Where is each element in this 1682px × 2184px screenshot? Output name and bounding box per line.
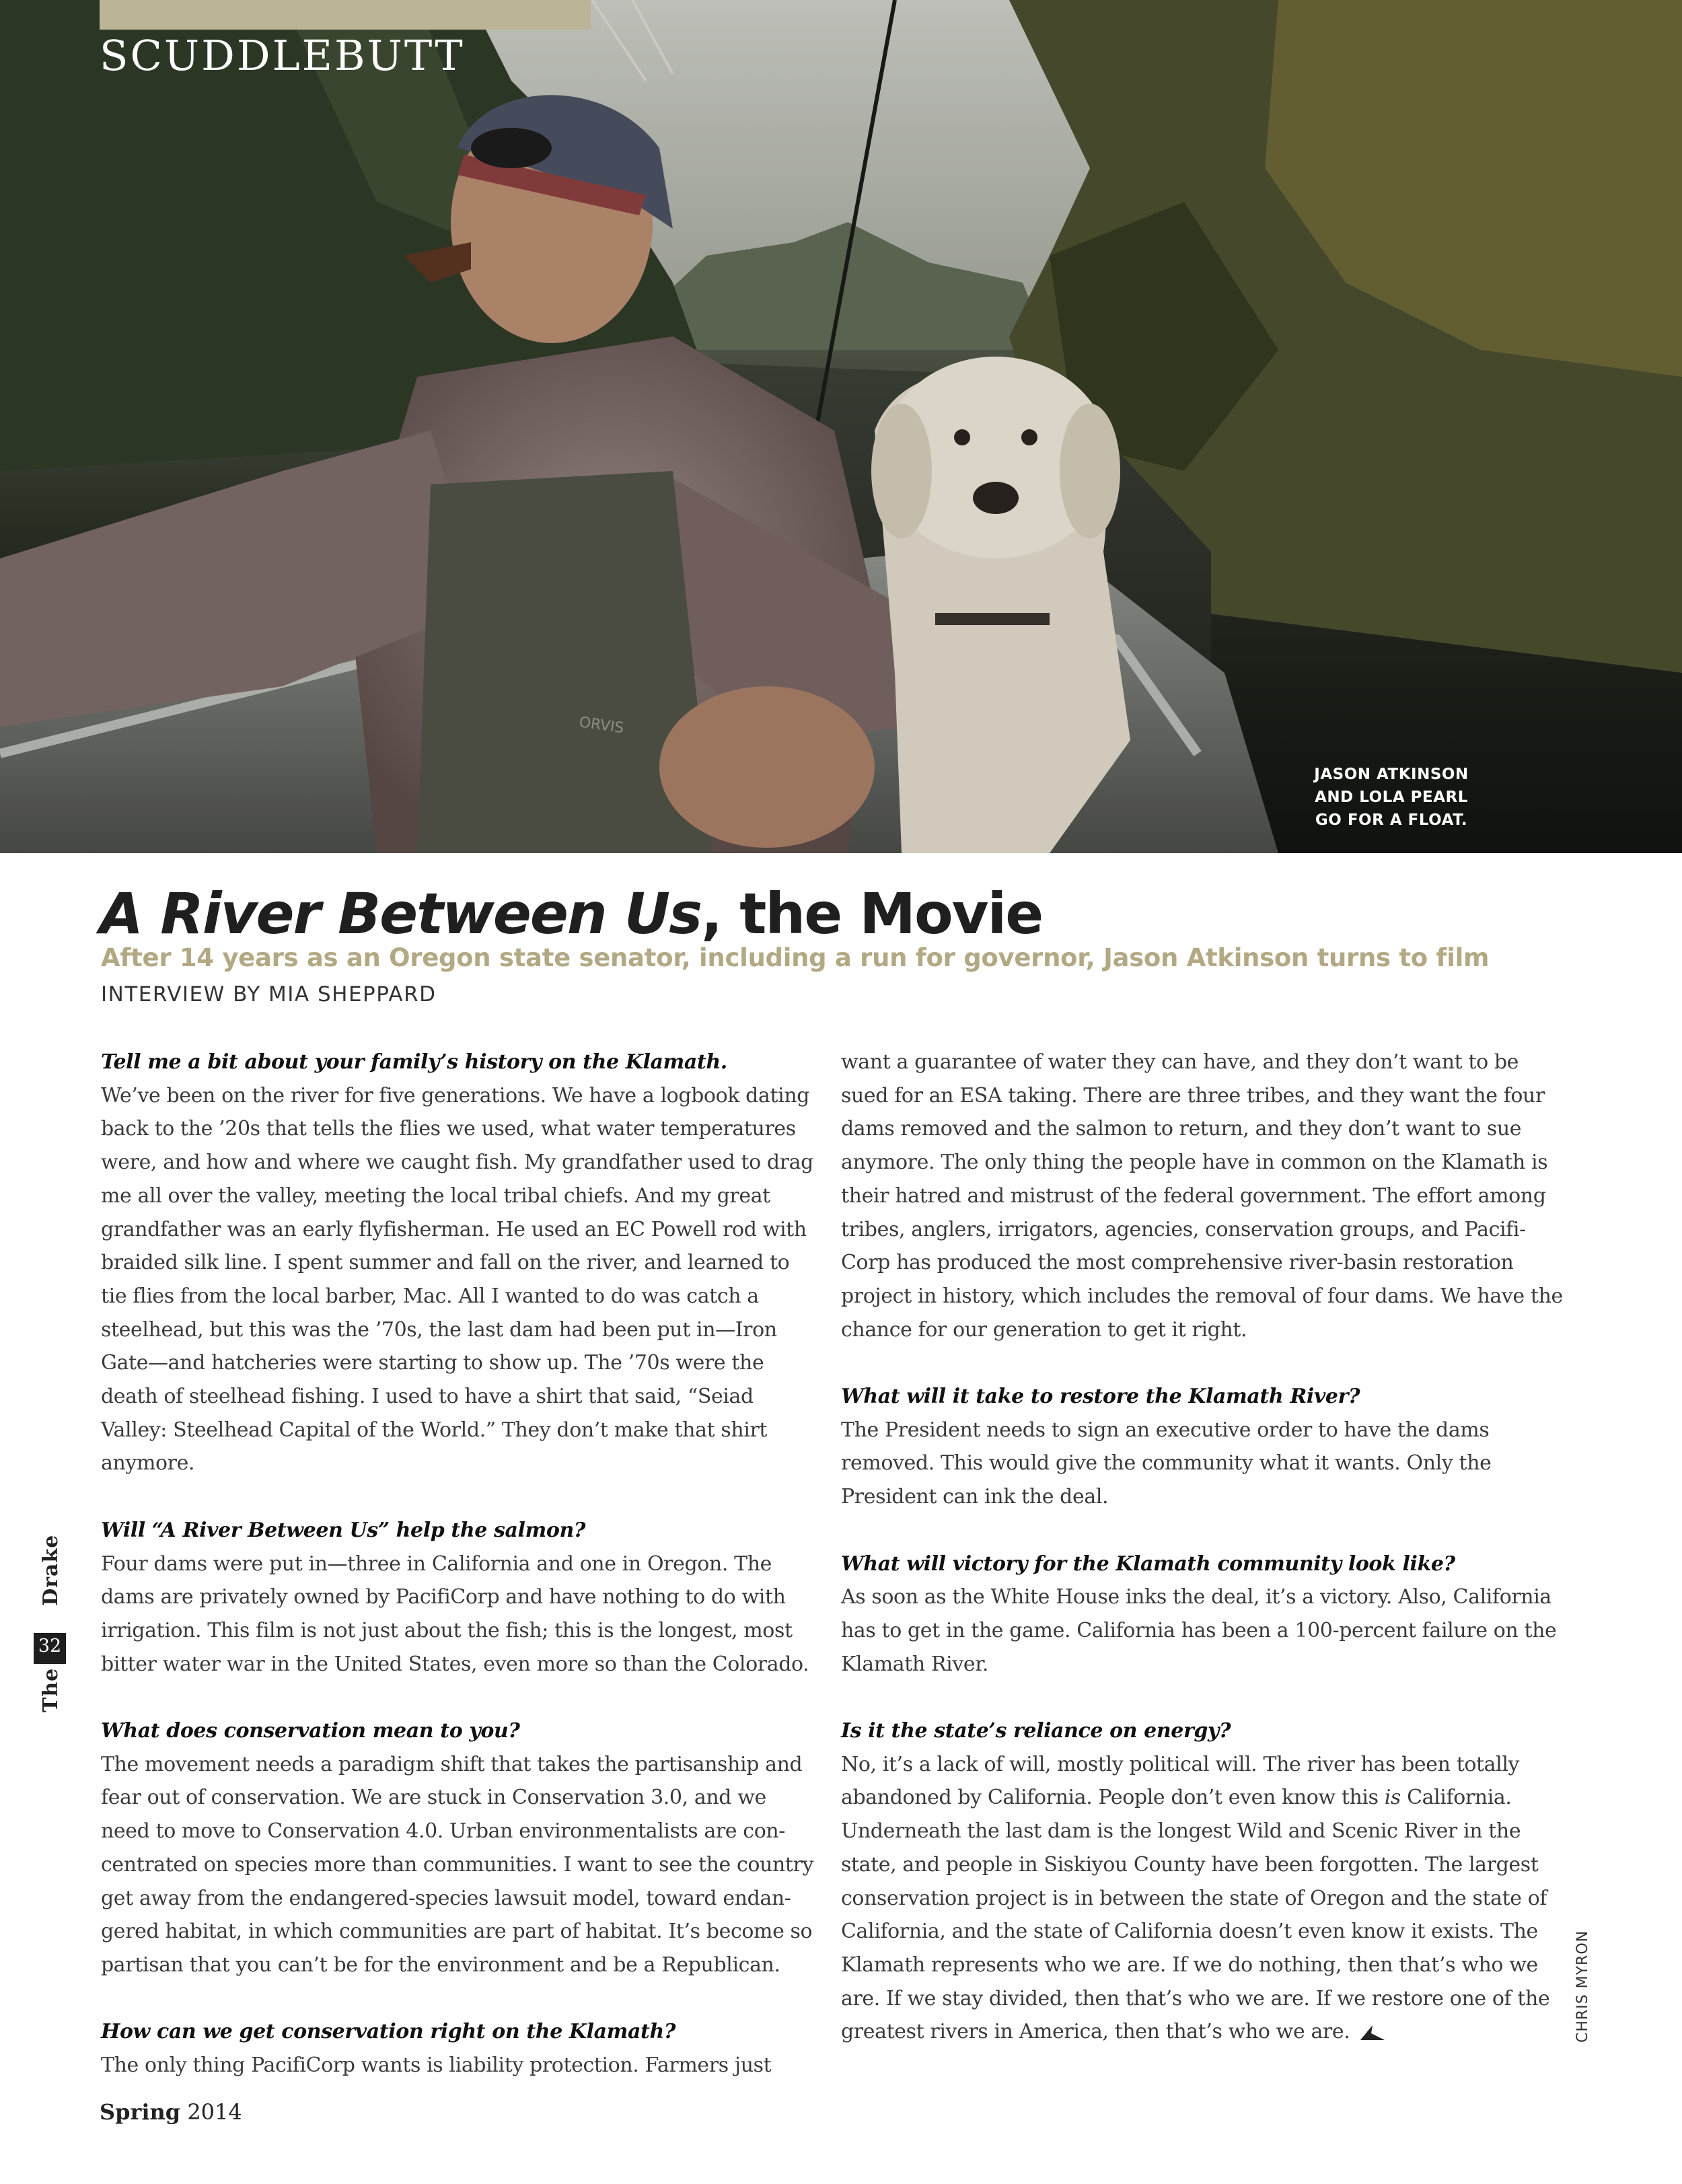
- hero-photo: [0, 0, 1682, 853]
- page-number: 32: [38, 1636, 62, 1657]
- left-column: [101, 1046, 814, 2082]
- question: Is it the state’s reliance on energy?: [841, 1719, 1231, 1743]
- end-mark-icon: [1359, 2023, 1386, 2043]
- photo-credit: CHRIS MYRON: [1574, 1930, 1591, 2043]
- photo-caption: [1264, 763, 1519, 832]
- caption-line: JASON ATKINSON: [1314, 766, 1469, 783]
- answer: The only thing PacifiCorp wants is liability protection. Farmers just: [101, 2053, 772, 2078]
- article-title: [100, 880, 1042, 947]
- question: What does conservation mean to you?: [101, 1719, 520, 1743]
- answer-continued: want a guarantee of water they can have, and they don’t want to be sued for an ESA taking. There are three tribes, and they want the four dams removed and the salmon to return, and they don’t want to sue anymore. The only thing the people have in common on the Klamath is their hatred and mistrust of the federal government. The effort among tribes, anglers, irrigators, agencies, conservation groups, and Pacifi-Corp has produced the most comprehensive river-basin restoration project in history, which includes the removal of four dams. We have the chance for our generation to get it right.: [841, 1050, 1563, 1342]
- film-title: A River Between Us: [100, 881, 702, 947]
- answer: The President needs to sign an executive order to have the dams removed. This would give the community what it wants. Only the President can ink the deal.: [841, 1418, 1492, 1509]
- section-label: SCUDDLEBUTT: [100, 31, 465, 80]
- answer: As soon as the White House inks the deal, it’s a victory. Also, California has to get in the game. California has been a 100-percent failure on the Klamath River.: [841, 1585, 1557, 1676]
- question: How can we get conservation right on the Klamath?: [101, 2020, 676, 2044]
- question: Will “A River Between Us” help the salmon?: [101, 1518, 586, 1542]
- orvis-logo: ORVIS: [578, 714, 625, 737]
- magazine-spine-title: TheDrake: [39, 1534, 63, 1712]
- caption-line: GO FOR A FLOAT.: [1315, 811, 1468, 829]
- question: What will it take to restore the Klamath River?: [841, 1385, 1360, 1409]
- photo-illustration: [0, 0, 1682, 853]
- answer: No, it’s a lack of will, mostly political will. The river has been totally abandoned by California. People don’t even know this is California. Underneath the last dam is the longest Wild and Scenic River in the state, and people in Siskiyou County have been forgotten. The largest conservation project is in between the state of Oregon and the state of California, and the state of California doesn’t even know it exists. The Klamath represents who we are. If we do nothing, then that’s who we are. If we stay divided, then that’s who we are. If we restore one of the greatest rivers in America, then that’s who we are.: [841, 1752, 1550, 2044]
- section-accent-bar: [100, 0, 591, 30]
- issue-footer: Spring 2014: [100, 2099, 242, 2125]
- title-suffix: , the Movie: [701, 881, 1043, 947]
- answer: Four dams were put in—three in California and one in Oregon. The dams are privately owned by PacifiCorp and have nothing to do with irrigation. This film is not just about the fish; this is the longest, most bitter water war in the United States, even more so than the Colorado.: [101, 1552, 809, 1676]
- right-column: [841, 1046, 1568, 2049]
- answer: We’ve been on the river for five generations. We have a logbook dating back to the ’20s that tells the flies we used, what water temperatures were, and how and where we caught fish. My grandfather used to drag me all over the valley, meeting the local tribal chiefs. And my great grandfather was an early flyfisherman. He used an EC Powell rod with braided silk line. I spent summer and fall on the river, and learned to tie flies from the local barber, Mac. All I wanted to do was catch a steelhead, but this was the ’70s, the last dam had been put in—Iron Gate—and hatcheries were starting to show up. The ’70s were the death of steelhead fishing. I used to have a shirt that said, “Seiad Valley: Steelhead Capital of the World.” They don’t make that shirt anymore.: [101, 1083, 813, 1476]
- caption-line: AND LOLA PEARL: [1315, 789, 1468, 806]
- answer: The movement needs a paradigm shift that takes the partisanship and fear out of conservation. We are stuck in Conservation 3.0, and we need to move to Conservation 4.0. Urban environmentalists are con-centrated on species more than communities. I want to see the country get away from the endangered-species lawsuit model, toward endan-gered habitat, in which communities are part of habitat. It’s become so partisan that you can’t be for the environment and be a Republican.: [101, 1752, 814, 1977]
- byline: INTERVIEW BY MIA SHEPPARD: [101, 982, 437, 1007]
- question: What will victory for the Klamath community look like?: [841, 1552, 1455, 1576]
- emphasis: is: [1384, 1786, 1401, 1810]
- question: Tell me a bit about your family’s history on the Klamath.: [101, 1050, 727, 1074]
- article-deck: After 14 years as an Oregon state senator, including a run for governor, Jason Atkinson turns to film: [101, 943, 1490, 972]
